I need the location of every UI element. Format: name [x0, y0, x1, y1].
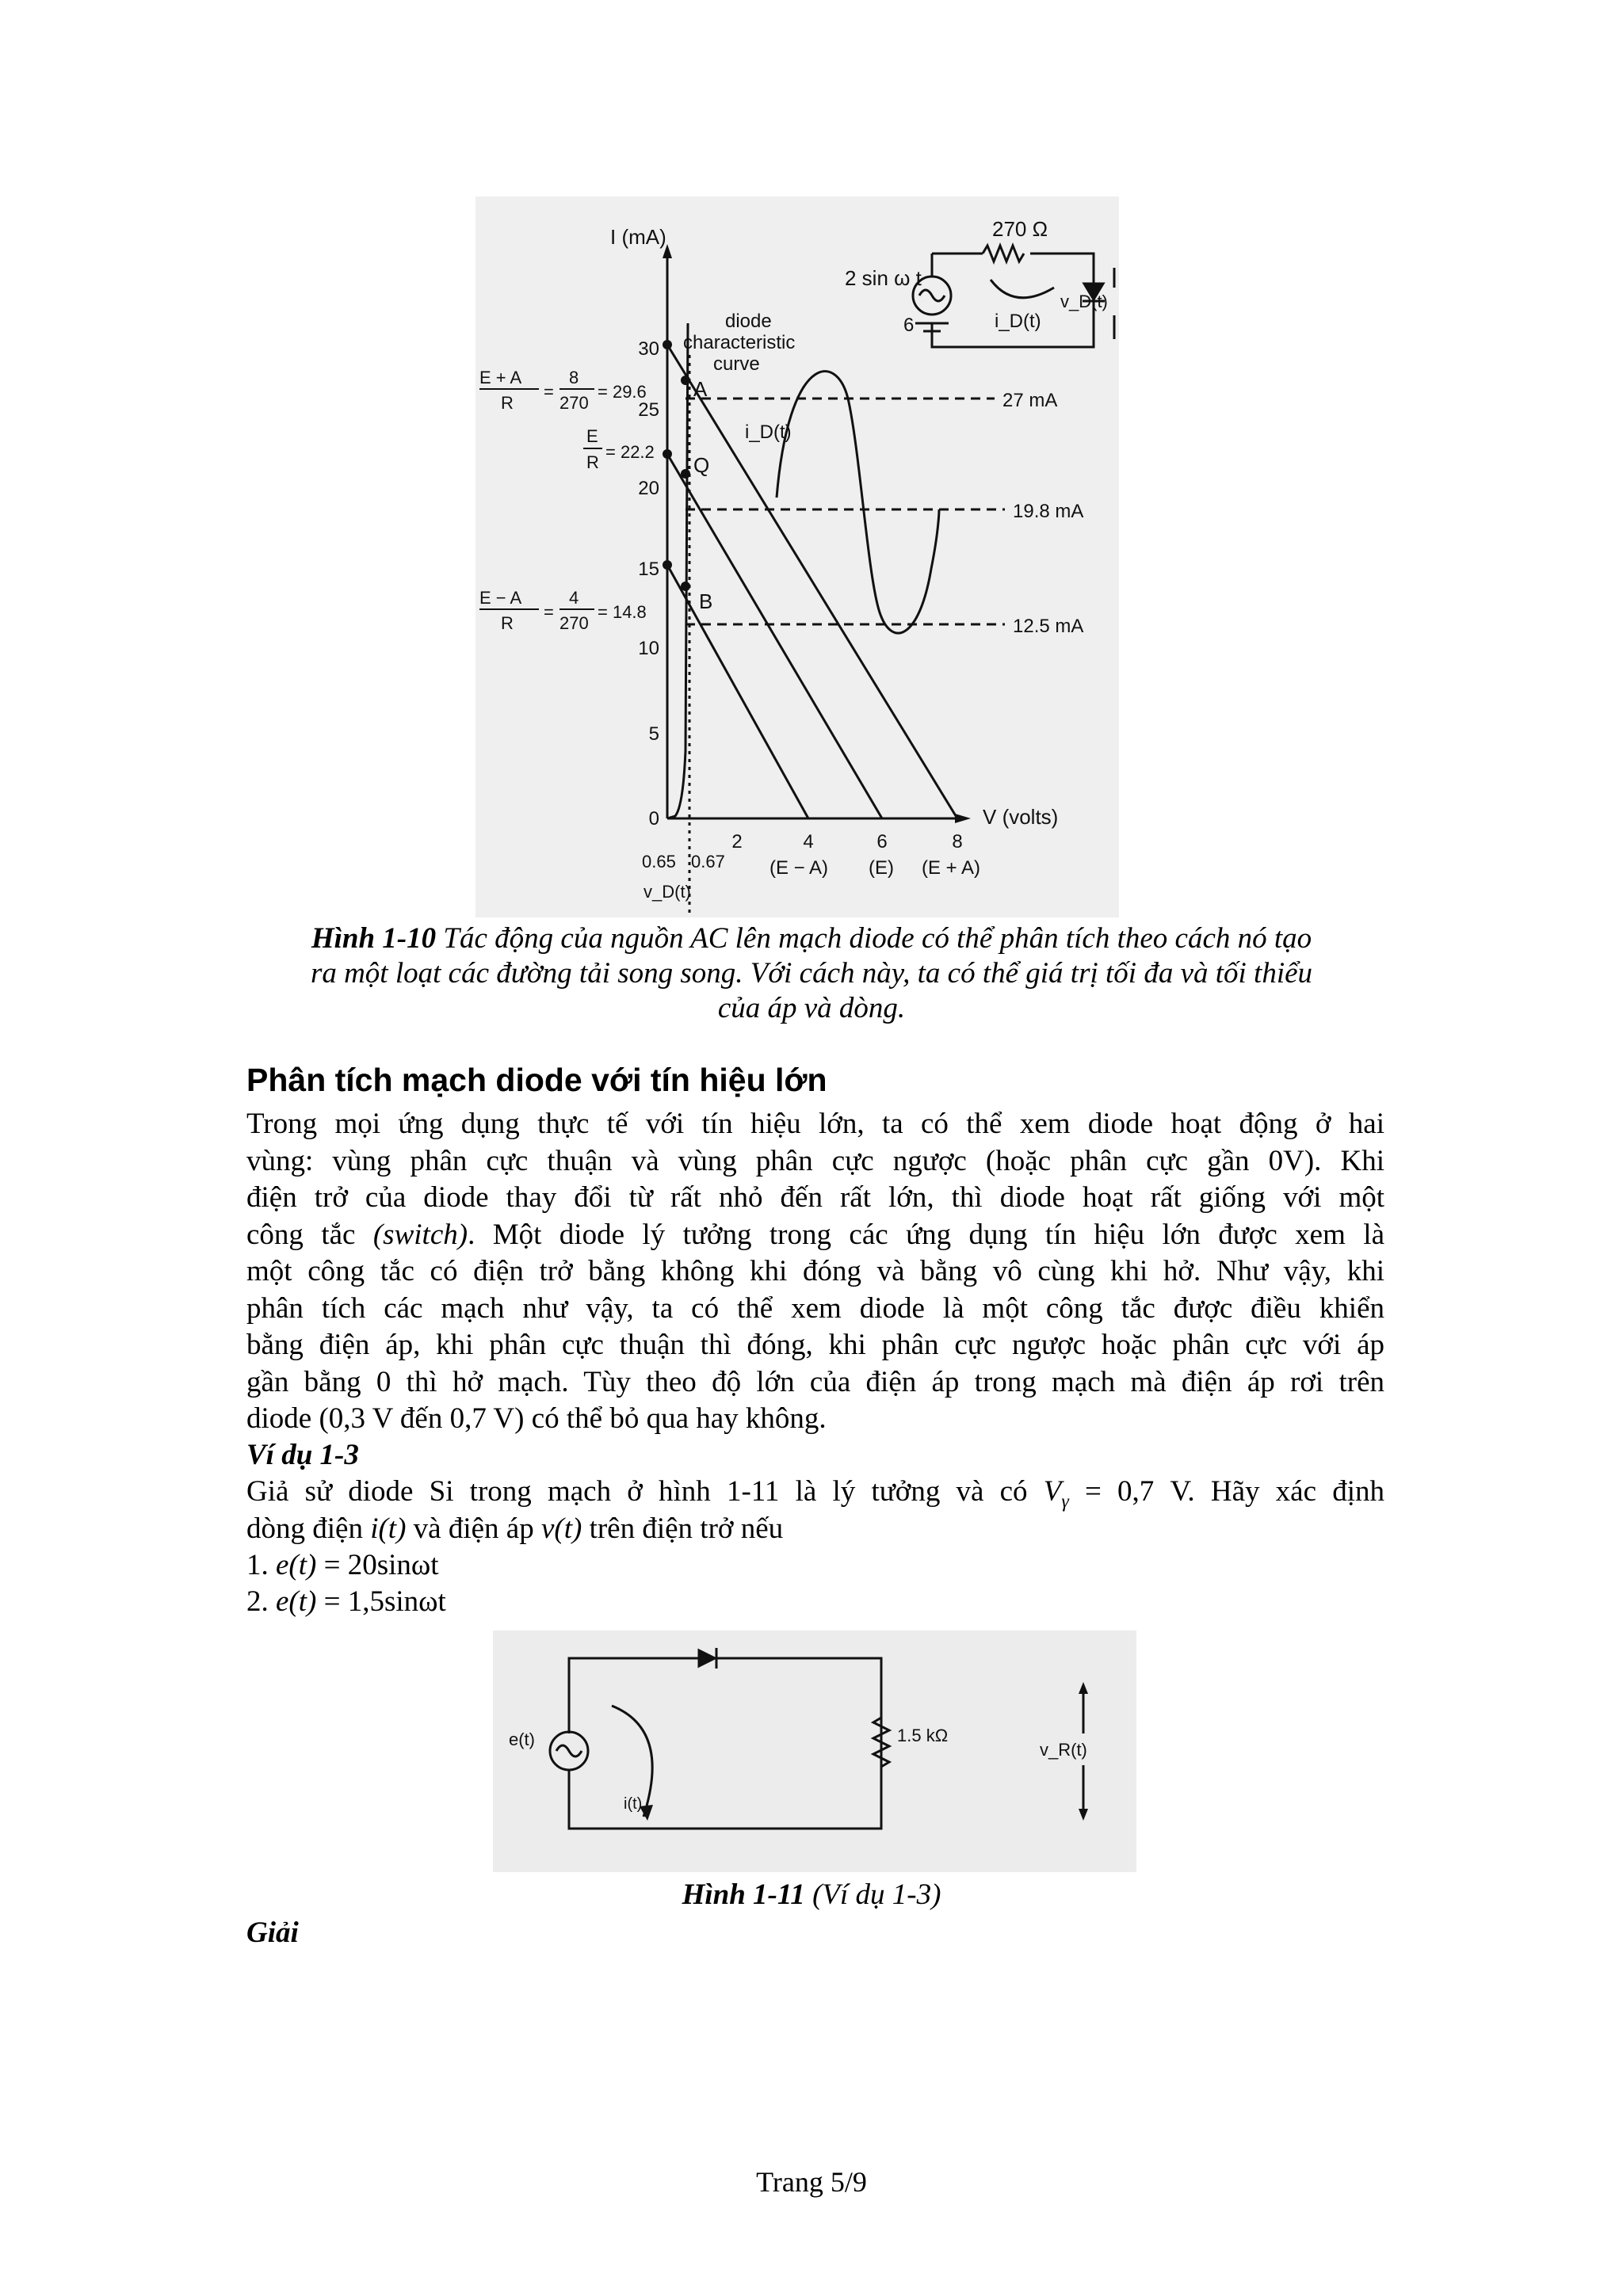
figure-1-10-caption [238, 921, 1385, 1026]
para-line-7: bằng điện áp, khi phân cực thuận thì đóng, khi phân cực ngược hoặc phân cực với áp [246, 1329, 1384, 1361]
item-1-number: 1. [246, 1549, 276, 1581]
voltage-vt: v(t) [540, 1512, 582, 1545]
para-line-3: điện trở của diode thay đổi từ rất nhỏ đến rất lớn, thì diode hoạt rất giống với một [246, 1181, 1384, 1214]
eq-bot-eq: = [544, 602, 554, 622]
example-line-1 [246, 1474, 1384, 1511]
section-heading: Phân tích mạch diode với tín hiệu lớn [246, 1062, 827, 1098]
caption-line-3: của áp và dòng. [717, 992, 906, 1024]
equation-bot [479, 588, 647, 633]
solution-heading: Giải [246, 1917, 299, 1949]
eq-top-num2: 8 [569, 368, 579, 387]
example-line-2 [246, 1511, 1384, 1548]
para-line-4 [246, 1217, 1384, 1254]
eq-top-num: E + A [479, 368, 522, 387]
y-tick-15: 15 [638, 559, 659, 580]
point-22-2 [663, 449, 672, 459]
fig2-voltage-label: v_R(t) [1040, 1740, 1087, 1760]
eq-top-den: R [501, 393, 514, 413]
item-1-value: = 20sinωt [316, 1549, 439, 1581]
para-line-4a: công tắc [246, 1218, 373, 1251]
x-label-e-plus-a: (E + A) [921, 857, 981, 879]
figure-1-11 [493, 1630, 1136, 1872]
eq-bot-num2: 4 [569, 588, 579, 608]
y-tick-20: 20 [638, 478, 659, 499]
eq-bot-num: E − A [479, 588, 522, 608]
figure-1-11-caption [238, 1878, 1385, 1913]
current-sine-wave [777, 372, 939, 634]
eq-bot-val: = 14.8 [598, 602, 647, 622]
eq-bot-den2: 270 [559, 613, 589, 633]
curve-label-1: diode [725, 311, 772, 332]
fig2-source-label: e(t) [509, 1730, 535, 1749]
v-gamma-sub: γ [1061, 1491, 1069, 1512]
para-line-5: một công tắc có điện trở bằng không khi đóng và bằng vô cùng khi hở. Như vậy, khi [246, 1255, 1384, 1287]
eq-bot-den: R [501, 613, 514, 633]
label-27ma: 27 mA [1002, 390, 1058, 411]
page-footer: Trang 5/9 [756, 2166, 867, 2198]
x-label-067: 0.67 [691, 852, 725, 871]
example-line-1a: Giả sử diode Si trong mạch ở hình 1-11 là lý tưởng và có [246, 1475, 1044, 1508]
example-title: Ví dụ 1-3 [246, 1439, 359, 1471]
figure-1-10 [475, 196, 1119, 917]
eq-mid-den: R [586, 452, 599, 472]
para-line-1: Trong mọi ứng dụng thực tế với tín hiệu lớn, ta có thể xem diode hoạt động ở hai [246, 1108, 1384, 1140]
x-label-e-minus-a: (E − A) [769, 857, 829, 879]
caption-line-1: Tác động của nguồn AC lên mạch diode có thể phân tích theo cách nó tạo [436, 922, 1312, 955]
example-line-1b: = 0,7 V. Hãy xác định [1068, 1475, 1384, 1508]
v-gamma: V [1043, 1475, 1062, 1508]
curve-label-2: characteristic [683, 332, 796, 353]
para-line-6: phân tích các mạch như vậy, ta có thể xem diode là một công tắc được điều khiển [246, 1291, 1384, 1325]
eq-top-val: = 29.6 [598, 382, 647, 402]
point-a-label: A [693, 377, 708, 401]
example-line-2b: và điện áp [406, 1512, 541, 1545]
point-29-6 [663, 340, 672, 349]
example-item-1 [246, 1548, 439, 1582]
point-q-label: Q [693, 453, 710, 477]
vd-time-label: v_D(t) [643, 882, 691, 902]
item-2-number: 2. [246, 1585, 276, 1618]
para-line-4b: . Một diode lý tưởng trong các ứng dụng tín hiệu lớn được xem là [468, 1218, 1384, 1251]
example-circuit-diagram [493, 1630, 1136, 1872]
x-axis-label: V (volts) [983, 805, 1059, 829]
equation-top [479, 368, 647, 413]
x-label-065: 0.65 [642, 852, 676, 871]
diode-load-line-figure [475, 196, 1119, 917]
x-tick-2: 2 [731, 831, 743, 852]
para-line-9: diode (0,3 V đến 0,7 V) có thể bỏ qua hay không. [246, 1402, 827, 1435]
curve-label-3: curve [713, 353, 760, 375]
caption2-figure-number: Hình 1-11 [682, 1878, 805, 1911]
eq-top-eq: = [544, 382, 554, 402]
equation-mid [583, 426, 655, 472]
point-q [681, 469, 690, 479]
item-2-value: = 1,5sinωt [316, 1585, 446, 1618]
item-2-var: e(t) [276, 1585, 317, 1618]
example-line-2c: trên điện trở nếu [582, 1512, 784, 1545]
x-tick-8: 8 [952, 831, 963, 852]
y-tick-0: 0 [648, 808, 659, 830]
y-axis-label: I (mA) [610, 225, 666, 249]
para-line-8: gần bằng 0 thì hở mạch. Tùy theo độ lớn của điện áp trong mạch mà điện áp rơi trên [246, 1365, 1384, 1398]
current-it: i(t) [370, 1512, 407, 1545]
point-b-label: B [699, 589, 713, 613]
label-19-8ma: 19.8 mA [1013, 501, 1084, 522]
label-12-5ma: 12.5 mA [1013, 616, 1084, 637]
fig2-resistor-label: 1.5 kΩ [897, 1726, 949, 1745]
item-1-var: e(t) [276, 1549, 317, 1581]
fig2-current-label: i(t) [624, 1795, 643, 1813]
load-line-e-minus-a [667, 565, 808, 818]
y-tick-25: 25 [638, 399, 659, 421]
circuit-source-label: 2 sin ω t [845, 266, 922, 290]
caption-figure-number: Hình 1-10 [311, 922, 437, 955]
caption-line-2: ra một loạt các đường tải song song. Với cách này, ta có thể giá trị tối đa và tối thiểu [310, 957, 1313, 990]
x-tick-6: 6 [876, 831, 888, 852]
para-line-2: vùng: vùng phân cực thuận và vùng phân cực ngược (hoặc phân cực gần 0V). Khi [246, 1144, 1384, 1177]
x-label-e: (E) [869, 857, 894, 879]
eq-mid-num: E [586, 426, 598, 446]
circuit-vd-label: v_D(t) [1060, 292, 1108, 311]
caption2-rest: (Ví dụ 1-3) [804, 1878, 941, 1911]
circuit-current-label: i_D(t) [995, 311, 1041, 332]
example-item-2 [246, 1585, 446, 1619]
point-14-8 [663, 560, 672, 570]
x-tick-4: 4 [803, 831, 814, 852]
body-paragraph [246, 1106, 1384, 1438]
eq-top-den2: 270 [559, 393, 589, 413]
circuit-battery-label: 6 [903, 315, 915, 336]
point-b [681, 582, 690, 591]
circuit-resistor-label: 270 Ω [992, 217, 1048, 241]
y-tick-30: 30 [638, 338, 659, 360]
point-a [681, 376, 690, 385]
y-tick-5: 5 [648, 723, 659, 745]
load-line-e-plus-a [667, 345, 957, 818]
id-wave-label: i_D(t) [745, 421, 792, 443]
eq-mid-val: = 22.2 [605, 442, 655, 462]
example-text [246, 1474, 1384, 1547]
example-line-2a: dòng điện [246, 1512, 371, 1545]
switch-term: (switch) [372, 1218, 468, 1251]
y-tick-10: 10 [638, 638, 659, 659]
